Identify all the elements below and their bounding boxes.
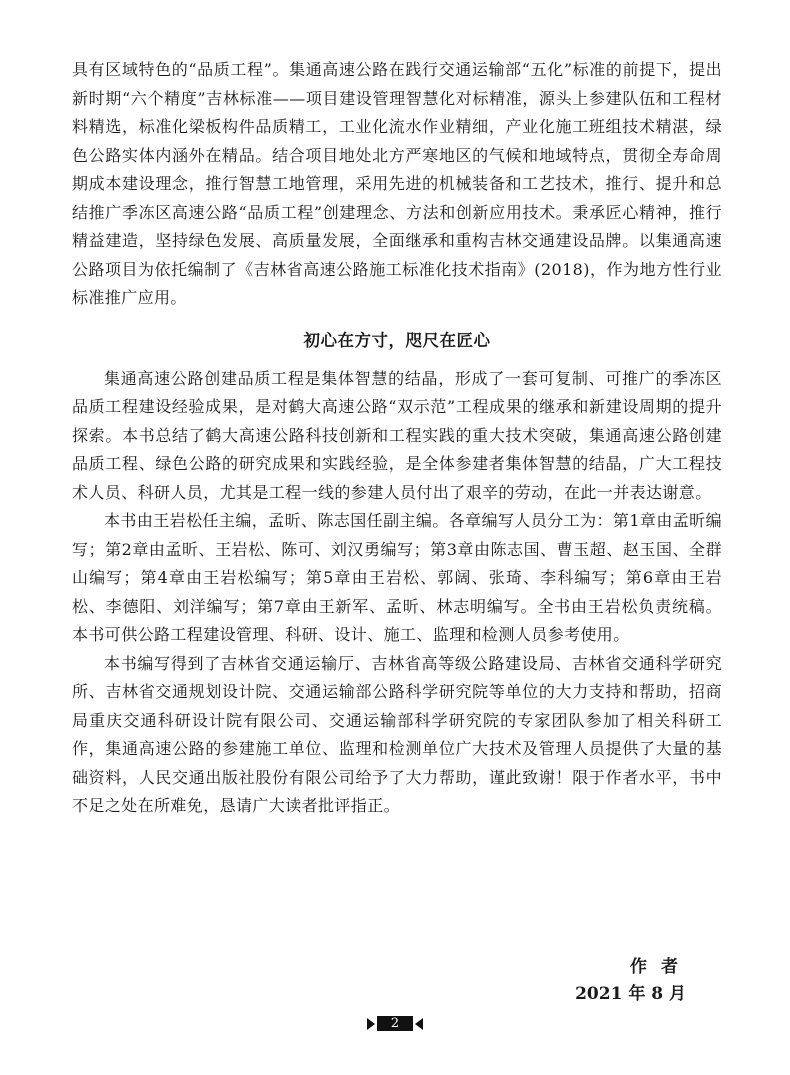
document-body: [72, 56, 722, 821]
signature-block: [575, 954, 692, 1008]
section-title: 初心在方寸，咫尺在匠心: [303, 330, 491, 350]
signature-date: 2021 年 8 月: [575, 984, 686, 1004]
signature-author: 作者: [630, 957, 692, 977]
page-number-footer: [0, 1016, 790, 1031]
paragraph-thanks: 本书编写得到了吉林省交通运输厅、吉林省高等级公路建设局、吉林省交通科学研究所、吉林省交通规划设计院、交通运输部公路科学研究院等单位的大力支持和帮助，招商局重庆交通科研设计院有限公司、交通运输部科学研究院的专家团队参加了相关科研工作，集通高速公路的参建施工单位、监理和检测单位广大技术及管理人员提供了大量的基础资料，人民交通出版社股份有限公司给予了大力帮助，谨此致谢！限于作者水平，书中不足之处在所难免，恳请广大读者批评指正。: [72, 653, 722, 815]
paragraph-editors: 本书由王岩松任主编，孟昕、陈志国任副主编。各章编写人员分工为：第1章由孟昕编写；第2章由孟昕、王岩松、陈可、刘汉勇编写；第3章由陈志国、曹玉超、赵玉国、全群山编写；第4章由王岩松编写；第5章由王岩松、郭阔、张琦、李科编写；第6章由王岩松、李德阳、刘洋编写；第7章由王新军、孟昕、林志明编写。全书由王岩松负责统稿。本书可供公路工程建设管理、科研、设计、施工、监理和检测人员参考使用。: [72, 511, 722, 644]
page-arrow-left-icon: [415, 1018, 423, 1030]
page-arrow-right-icon: [367, 1018, 375, 1030]
paragraph-acknowledgement-intro: 集通高速公路创建品质工程是集体智慧的结晶，形成了一套可复制、可推广的季冻区品质工程建设经验成果，是对鹤大高速公路“双示范”工程成果的继承和新建设周期的提升探索。本书总结了鹤大高速公路科技创新和工程实践的重大技术突破，集通高速公路创建品质工程、绿色公路的研究成果和实践经验，是全体参建者集体智慧的结晶，广大工程技术人员、科研人员，尤其是工程一线的参建人员付出了艰辛的劳动，在此一并表达谢意。: [72, 368, 722, 502]
paragraph-continued: 具有区域特色的“品质工程”。集通高速公路在践行交通运输部“五化”标准的前提下，提出新时期“六个精度”吉林标准——项目建设管理智慧化对标精准，源头上参建队伍和工程材料精选，标准化梁板构件品质精工，工业化流水作业精细，产业化施工班组技术精湛，绿色公路实体内涵外在精品。结合项目地处北方严寒地区的气候和地域特点，贯彻全寿命周期成本建设理念，推行智慧工地管理，采用先进的机械装备和工艺技术，推行、提升和总结推广季冻区高速公路“品质工程”创建理念、方法和创新应用技术。秉承匠心精神，推行精益建造，坚持绿色发展、高质量发展，全面继承和重构吉林交通建设品牌。以集通高速公路项目为依托编制了《吉林省高速公路施工标准化技术指南》(2018)，作为地方性行业标准推广应用。: [72, 60, 722, 307]
page-number: 2: [377, 1016, 413, 1031]
